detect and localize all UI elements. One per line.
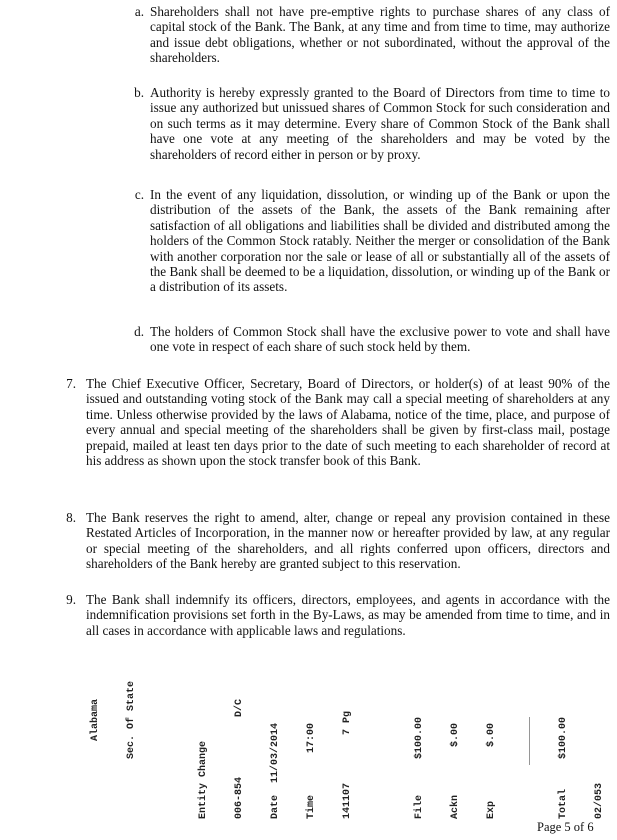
item-7-label: 7.	[66, 376, 76, 391]
receipt-line: Ackn $.00	[450, 722, 461, 819]
receipt-line: Total $100.00	[558, 716, 569, 819]
item-9-text: The Bank shall indemnify its officers, directors, employees, and agents in accordance with the indemnification provisions set forth in the By-Laws, as may be amended from time to time, and in all cases in accordance with applicable laws and regulations.	[86, 592, 610, 638]
subitem-d-text: The holders of Common Stock shall have the exclusive power to vote and shall have one vote in respect of each share of such stock held by them.	[150, 324, 610, 355]
subitem-a-label: a.	[134, 4, 144, 19]
subitem-c-label: c.	[134, 187, 144, 202]
receipt-line: Alabama	[90, 698, 101, 819]
receipt-line: Entity Change	[198, 740, 209, 819]
item-8-text: The Bank reserves the right to amend, alter, change or repeal any provision contained in these Restated Articles of Incorporation, in the manner now or hereafter provided by law, at any regular or special meeting of the shareholders, and all rights conferred upon officers, directors and shareholders of the Bank hereby are granted subject to this reservation.	[86, 510, 610, 572]
page-number: Page 5 of 6	[537, 820, 594, 834]
receipt-line: Exp $.00	[486, 722, 497, 819]
receipt-line: 02/053	[594, 782, 605, 819]
receipt-line: Sec. Of State	[126, 680, 137, 819]
receipt-line	[162, 639, 174, 819]
subitem-b-label: b.	[134, 85, 144, 100]
item-9-label: 9.	[66, 592, 76, 607]
subitem-d-label: d.	[134, 324, 144, 339]
filing-receipt-stamp	[66, 639, 617, 819]
subitem-a-text: Shareholders shall not have pre-emptive rights to purchase shares of any class of capital stock of the Bank. The Bank, at any time and from time to time, may authorize and issue debt obligations, whether or not subordinated, without the approval of the shareholders.	[150, 4, 610, 66]
item-7-text: The Chief Executive Officer, Secretary, Board of Directors, or holder(s) of at least 90% of the issued and outstanding voting stock of the Bank may call a special meeting of shareholders at any time. Unless otherwise provided by the laws of Alabama, notice of the time, place, and purpose of every annual and special meeting of the shareholders shall be given by first-class mail, postage prepaid, mailed at least ten days prior to the date of such meeting to each shareholder of record at his address as shown upon the stock transfer book of this Bank.	[86, 376, 610, 469]
receipt-line: File $100.00	[414, 716, 425, 819]
receipt-line: ________	[522, 716, 533, 819]
receipt-line: 141107 7 Pg	[342, 710, 353, 819]
receipt-line: Time 17:00	[306, 722, 317, 819]
subitem-c-text: In the event of any liquidation, dissolution, or winding up of the Bank or upon the distribution of the assets of the Bank, the assets of the Bank remaining after satisfaction of all obligations and liabilities shall be divided and distributed among the holders of the Common Stock ratably. Neither the merger or consolidation of the Bank with another corporation nor the sale or lease of all or substantially all of the assets of the Bank shall be deemed to be a liquidation, dissolution, or winding up of the Bank or a distribution of its assets.	[150, 187, 610, 295]
receipt-line: Date 11/03/2014	[270, 722, 281, 819]
subitem-b-text: Authority is hereby expressly granted to the Board of Directors from time to time to issue any authorized but unissued shares of Common Stock for such consideration and on such terms as it may determine. Every share of Common Stock of the Bank shall have one vote at any meeting of the shareholders and may be voted by the shareholders of record either in person or by proxy.	[150, 85, 610, 162]
receipt-line	[378, 639, 390, 819]
item-8-label: 8.	[66, 510, 76, 525]
receipt-line: 006-854 D/C	[234, 698, 245, 819]
